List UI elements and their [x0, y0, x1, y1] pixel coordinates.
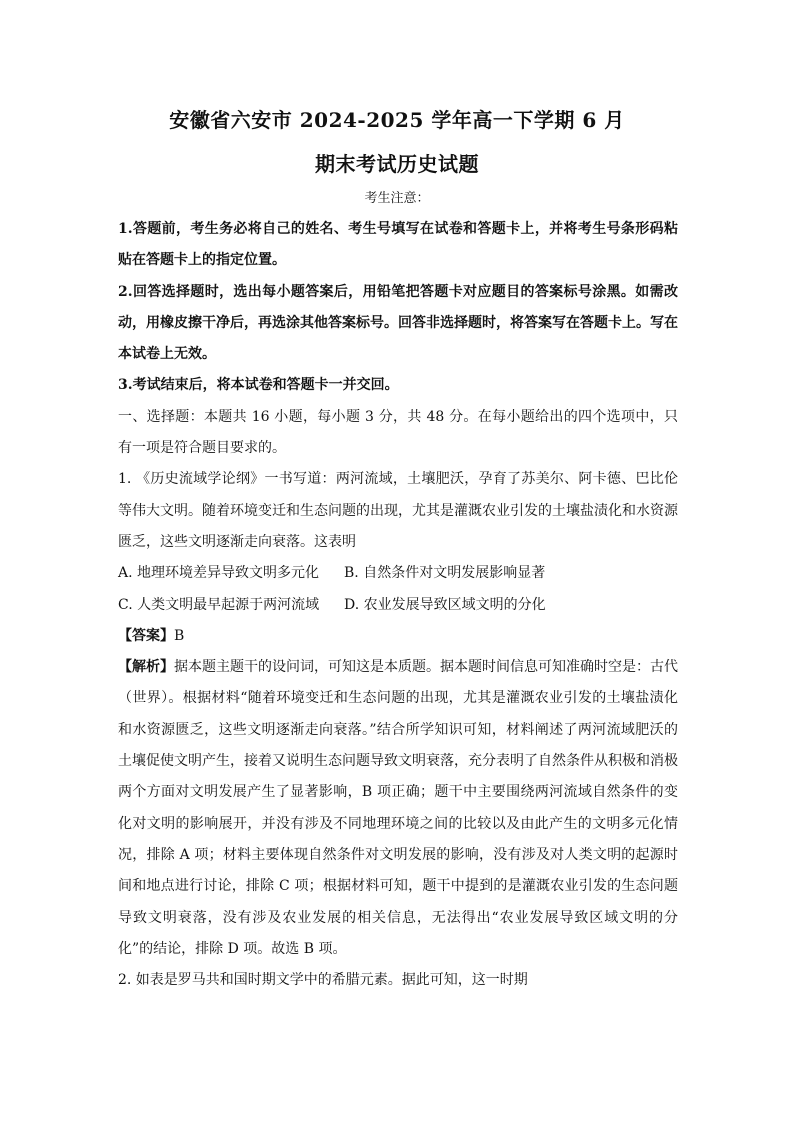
question-1-options-row1 — [118, 558, 678, 589]
notice-item-3: 3.考试结束后，将本试卷和答题卡一并交回。 — [118, 377, 399, 394]
answer-label: 【答案】 — [118, 627, 174, 644]
page-title-line1: 安徽省六安市 2024-2025 学年高一下学期 6 月 — [169, 108, 625, 132]
question-1-analysis — [118, 652, 678, 965]
document-body — [118, 214, 678, 996]
option-a: A. 地理环境差异导致文明多元化 — [118, 565, 320, 582]
notice-heading: 考生注意： — [364, 191, 430, 206]
question-2-stem: 2. 如表是罗马共和国时期文学中的希腊元素。据此可知，这一时期 — [118, 972, 528, 989]
question-1-answer — [118, 621, 678, 652]
page-title-line2: 期末考试历史试题 — [315, 152, 479, 176]
question-1-stem: 1. 《历史流域学论纲》一书写道：两河流域，土壤肥沃，孕育了苏美尔、阿卡德、巴比伦等伟大文明。随着环境变迁和生态问题的出现，尤其是灌溉农业引发的土壤盐渍化和水资源匮乏，这些文明逐渐走向衰落。这表明 — [118, 471, 678, 550]
question-1-options-row2 — [118, 590, 678, 621]
notice-item-2: 2.回答选择题时，选出每小题答案后，用铅笔把答题卡对应题目的答案标号涂黑。如需改动，用橡皮擦干净后，再选涂其他答案标号。回答非选择题时，将答案写在答题卡上。写在本试卷上无效。 — [118, 283, 678, 363]
option-d: D. 农业发展导致区域文明的分化 — [344, 596, 546, 613]
notice-item-1: 1.答题前，考生务必将自己的姓名、考生号填写在试卷和答题卡上，并将考生号条形码粘贴在答题卡上的指定位置。 — [118, 221, 678, 269]
answer-value: B — [174, 627, 185, 644]
analysis-label: 【解析】 — [118, 659, 174, 676]
option-c: C. 人类文明最早起源于两河流域 — [118, 596, 320, 613]
section-intro: 一、选择题：本题共 16 小题，每小题 3 分，共 48 分。在每小题给出的四个选项中，只有一项是符合题目要求的。 — [118, 408, 678, 457]
option-b: B. 自然条件对文明发展影响显著 — [344, 565, 546, 582]
analysis-text: 据本题主题干的设问词，可知这是本质题。据本题时间信息可知准确时空是：古代（世界）。根据材料“随着环境变迁和生态问题的出现，尤其是灌溉农业引发的土壤盐渍化和水资源匮乏，这些文明逐渐走向衰落。”结合所学知识可知，材料阐述了两河流域肥沃的土壤促使文明产生，接着又说明生态问题导致文明衰落，充分表明了自然条件从积极和消极两个方面对文明发展产生了显著影响，B 项正确；题干中主要围绕两河流域自然条件的变化对文明的影响展开，并没有涉及不同地理环境之间的比较以及由此产生的文明多元化情况，排除 A 项；材料主要体现自然条件对文明发展的影响，没有涉及对人类文明的起源时间和地点进行讨论，排除 C 项；根据材料可知，题干中提到的是灌溉农业引发的生态问题导致文明衰落，没有涉及农业发展的相关信息，无法得出“农业发展导致区域文明的分化”的结论，排除 D 项。故选 B 项。 — [118, 659, 678, 957]
